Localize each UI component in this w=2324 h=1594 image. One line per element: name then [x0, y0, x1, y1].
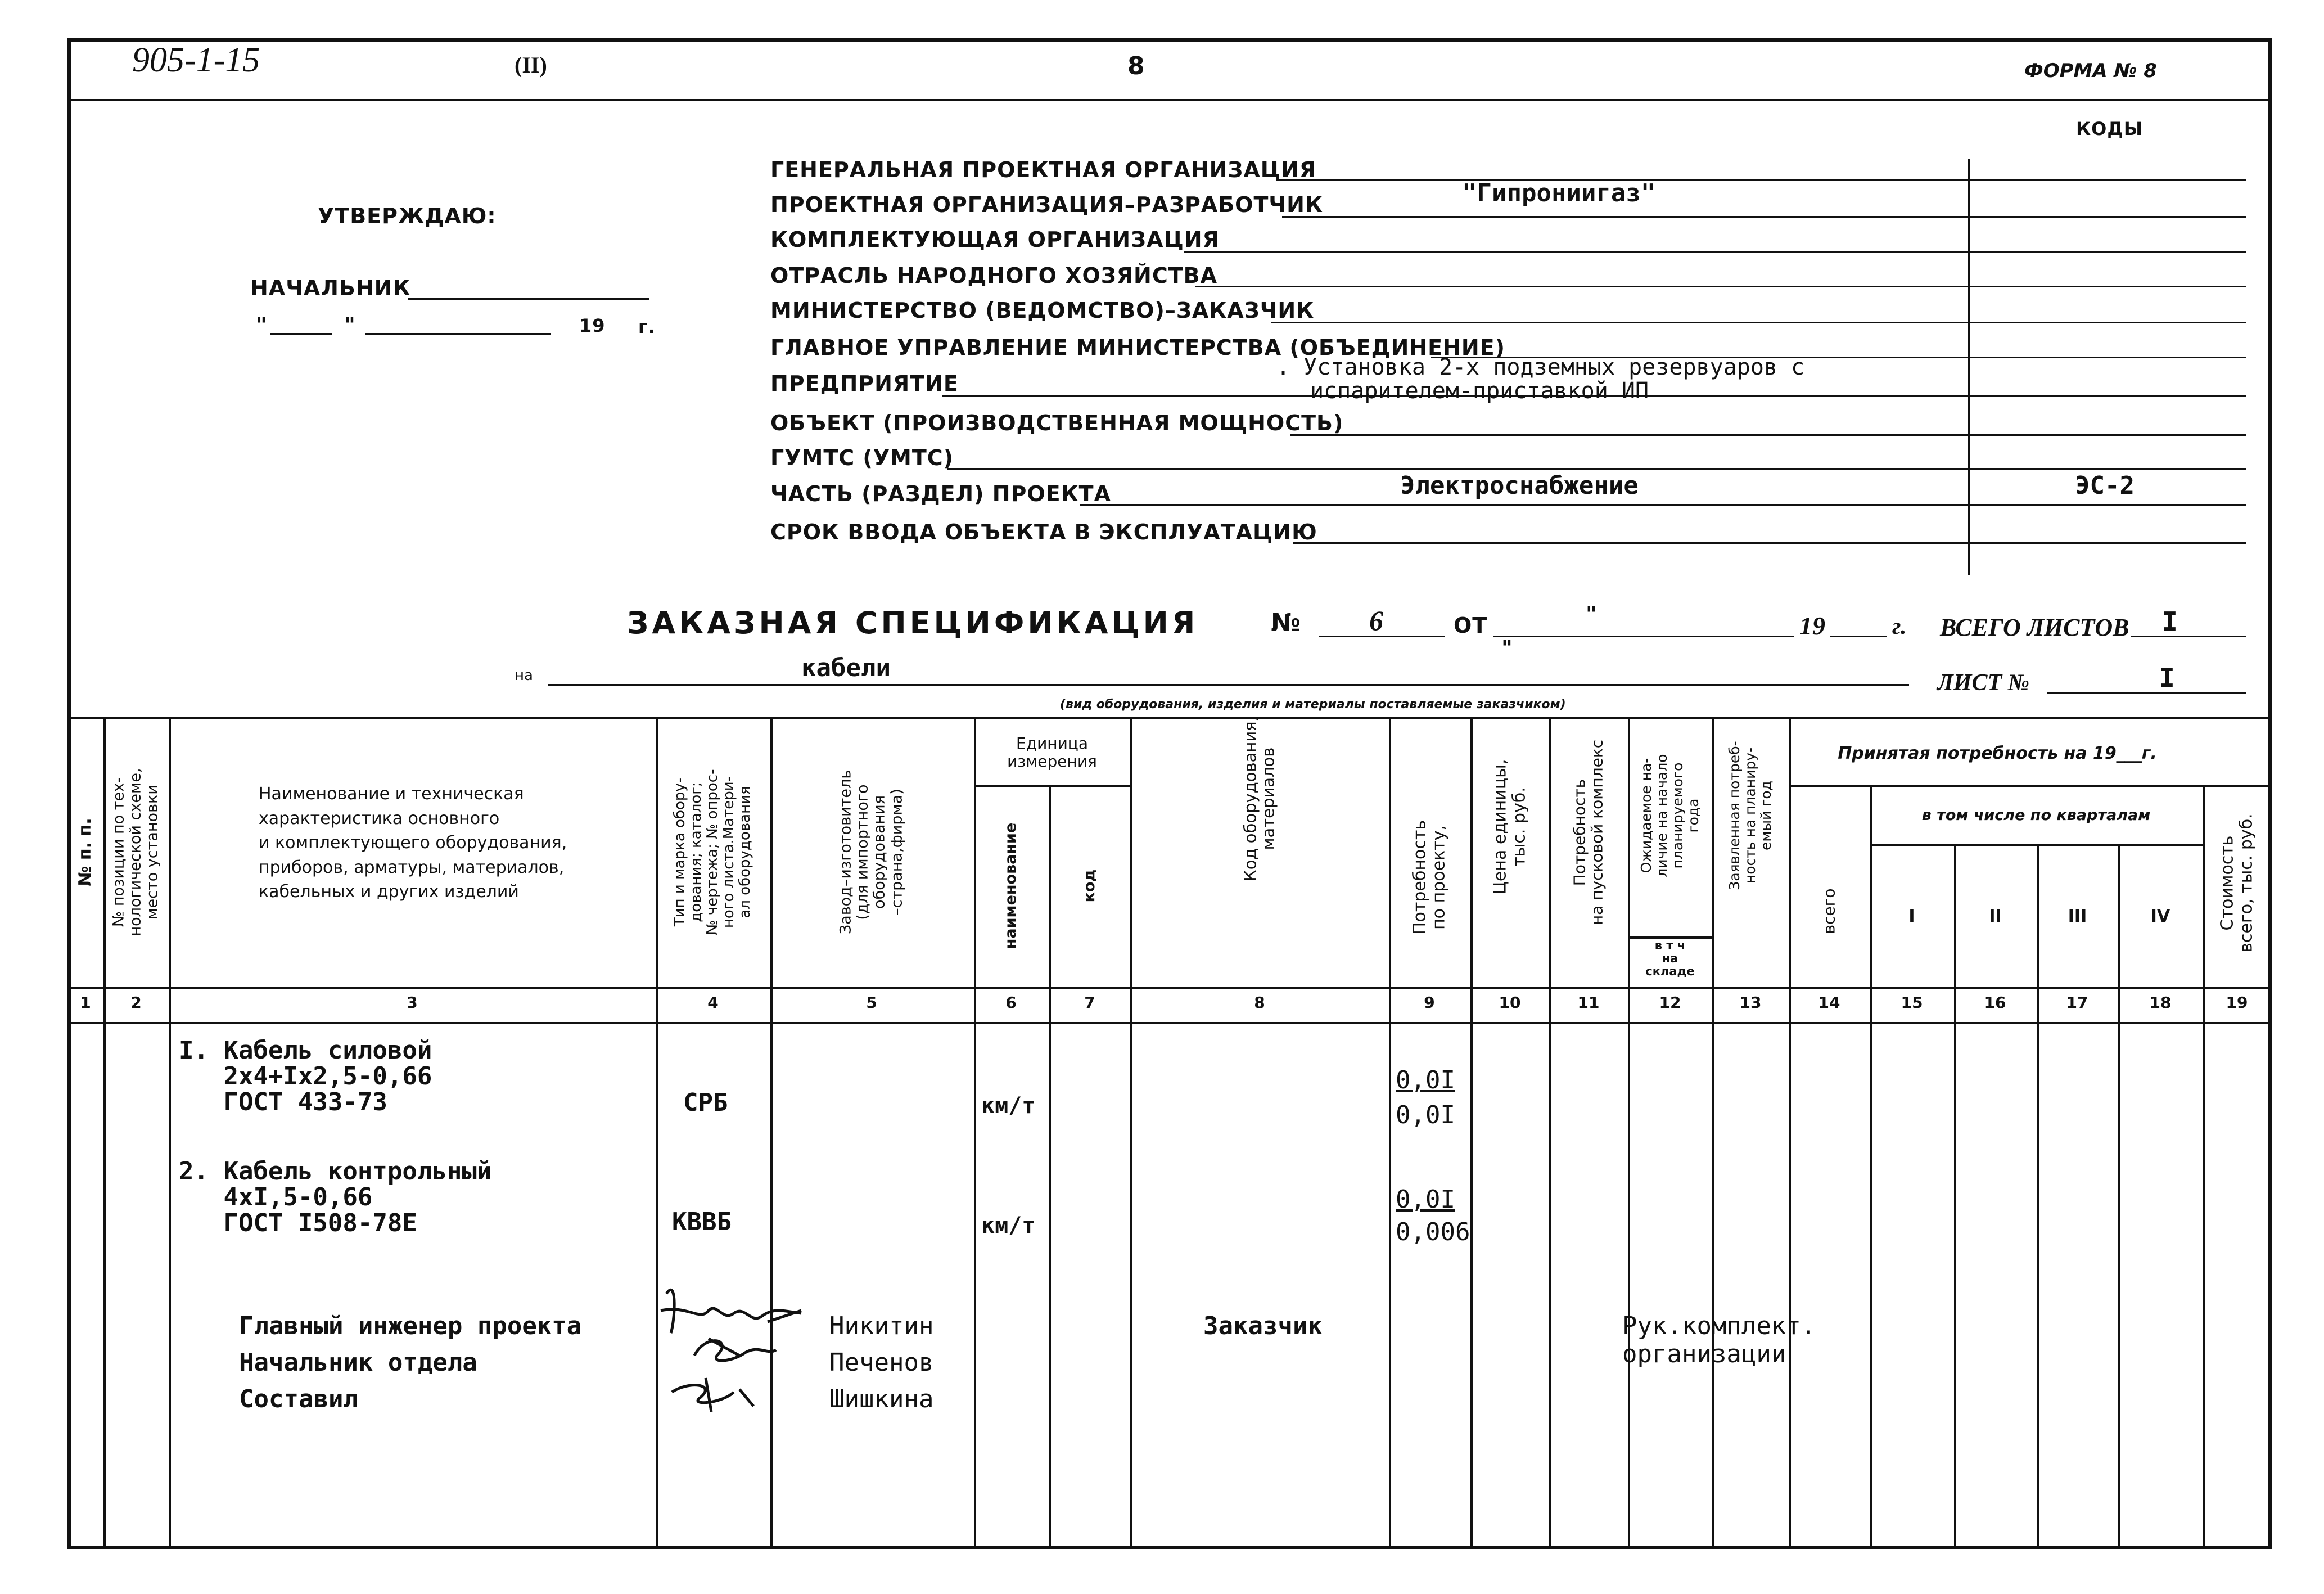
col-header-7: код [1080, 869, 1098, 903]
spec-sheets-line [2131, 636, 2246, 637]
date-g: г. [638, 316, 656, 337]
spec-on-line [548, 684, 1909, 686]
col-header-17: III [2068, 907, 2087, 926]
col-number-8: 8 [1254, 993, 1265, 1012]
col-divider-9 [1470, 717, 1473, 1548]
part-label: ЧАСТЬ (РАЗДЕЛ) ПРОЕКТА [770, 481, 1112, 506]
supply-org-label: КОМПЛЕКТУЮЩАЯ ОРГАНИЗАЦИЯ [770, 227, 1220, 252]
gumts-line [947, 468, 2246, 470]
col-divider-6 [1049, 785, 1051, 1548]
unit-header-line [974, 785, 1130, 787]
ministry-line [1271, 322, 2246, 323]
col-header-8: Код оборудования, материалов [1240, 716, 1278, 881]
col-divider-2 [169, 717, 171, 1548]
spec-from-label: ОТ [1454, 613, 1488, 638]
col-number-2: 2 [130, 993, 142, 1012]
dept-head-title: Начальник отдела [239, 1348, 477, 1377]
enterprise-label: ПРЕДПРИЯТИЕ [770, 371, 959, 396]
date-month-line [365, 333, 551, 335]
col-number-6: 6 [1005, 993, 1017, 1012]
supply-org-line [1184, 251, 2246, 253]
object-label: ОБЪЕКТ (ПРОИЗВОДСТВЕННАЯ МОЩНОСТЬ) [770, 411, 1344, 435]
compiled-title: Составил [239, 1385, 358, 1413]
col-number-5: 5 [866, 993, 877, 1012]
chief-signature-line [408, 298, 649, 300]
quarter-header-line [1870, 844, 2203, 846]
column-number-bottom-line [67, 1022, 2272, 1024]
col-divider-4 [770, 717, 773, 1548]
col-header-13: Заявленная потреб- ность на планиру- емый год [1726, 741, 1774, 890]
deadline-label: СРОК ВВОДА ОБЪЕКТА В ЭКСПЛУАТАЦИЮ [770, 520, 1317, 544]
deadline-line [1293, 542, 2246, 544]
col-number-14: 14 [1818, 993, 1840, 1012]
developer-label: ПРОЕКТНАЯ ОРГАНИЗАЦИЯ–РАЗРАБОТЧИК [770, 192, 1323, 217]
col-header-6: наименование [1001, 822, 1019, 949]
general-org-line [1279, 179, 2246, 181]
col-header-16: II [1989, 907, 2002, 926]
spec-date-line [1493, 636, 1794, 637]
spec-sheet-label: ЛИСТ № [1937, 670, 2030, 696]
spec-year-line [1830, 636, 1887, 637]
col-header-9: Потребность по проекту, [1410, 819, 1448, 935]
col-number-13: 13 [1739, 993, 1762, 1012]
general-org-label: ГЕНЕРАЛЬНАЯ ПРОЕКТНАЯ ОРГАНИЗАЦИЯ [770, 157, 1317, 182]
col-number-12: 12 [1659, 993, 1681, 1012]
col-header-14: всего [1820, 888, 1839, 934]
gumts-label: ГУМТС (УМТС) [770, 445, 954, 470]
col-number-19: 19 [2226, 993, 2248, 1012]
accepted-header-line [1789, 785, 2272, 787]
row-1-need-bottom: 0,0I [1396, 1101, 1455, 1129]
object-line [1290, 434, 2246, 436]
customer-label: Заказчик [1203, 1312, 1323, 1340]
col-divider-7 [1130, 717, 1132, 1548]
handwritten-signatures [655, 1271, 824, 1417]
supplier-label-1: Рук.комплект. [1622, 1312, 1816, 1340]
part-line [1080, 504, 2246, 506]
col-divider-14 [1870, 785, 1872, 1548]
spec-sheet-value: I [2159, 663, 2175, 693]
row-2-need-top: 0,0I [1396, 1185, 1455, 1214]
col-header-5: Завод–изготовитель (для импортного оборудования –страна,фирма) [837, 769, 906, 935]
date-day-line [270, 333, 332, 335]
industry-line [1195, 286, 2246, 287]
col-divider-5 [974, 717, 976, 1548]
approve-title: УТВЕРЖДАЮ: [318, 204, 497, 228]
form-number: ФОРМА № 8 [2024, 60, 2157, 82]
spec-quote-1: " [1586, 602, 1598, 627]
col-header-4: Тип и марка обору- дования; каталог; № чертежа; № опрос- ного листа.Матери- ал оборудования [671, 769, 754, 935]
col-divider-1 [103, 717, 106, 1548]
col-header-1: № п. п. [75, 818, 96, 886]
document-number: 905-1-15 [132, 41, 260, 79]
col-number-3: 3 [407, 993, 418, 1012]
part-code: ЭС-2 [2075, 471, 2135, 500]
chief-engineer-name: Никитин [829, 1312, 934, 1340]
developer-line [1282, 216, 2246, 218]
col-number-18: 18 [2149, 993, 2172, 1012]
row-1-unit: км/т [981, 1093, 1036, 1119]
header-divider [67, 99, 2272, 101]
col-number-1: 1 [80, 993, 91, 1012]
col-header-19: Стоимость всего, тыс. руб. [2217, 813, 2256, 953]
col-divider-13 [1789, 717, 1791, 1548]
main-admin-label: ГЛАВНОЕ УПРАВЛЕНИЕ МИНИСТЕРСТВА (ОБЪЕДИНЕНИЕ) [770, 335, 1505, 360]
col-divider-10 [1549, 717, 1551, 1548]
part-value: Электроснабжение [1400, 471, 1639, 500]
row-2-unit: км/т [981, 1213, 1036, 1239]
table-top-line [67, 717, 2272, 719]
page-number: 8 [1127, 52, 1145, 80]
col-header-15: I [1908, 907, 1915, 926]
industry-label: ОТРАСЛЬ НАРОДНОГО ХОЗЯЙСТВА [770, 263, 1218, 288]
spec-g-label: г. [1892, 614, 1907, 640]
col-number-7: 7 [1084, 993, 1095, 1012]
col-divider-16 [2037, 844, 2039, 1548]
spec-kind-note: (вид оборудования, изделия и материалы поставляемые заказчиком) [1060, 697, 1566, 712]
date-year: 19 [579, 315, 606, 336]
spec-no-label: № [1271, 609, 1301, 637]
spec-no-value: 6 [1369, 605, 1383, 636]
spec-quote-2: " [1501, 636, 1513, 660]
codes-divider [1968, 159, 1970, 575]
col-divider-8 [1389, 717, 1391, 1548]
row-1-type: СРБ [683, 1088, 728, 1117]
enterprise-value-1: . Установка 2-х подземных резервуаров с [1276, 354, 1805, 380]
spec-on-value: кабели [801, 654, 891, 682]
col-divider-3 [656, 717, 658, 1548]
col-header-3: Наименование и техническая характеристика основного и комплектующего оборудования, приборов, арматуры, материалов, кабельных и других изделий [259, 784, 567, 902]
spec-year-label: 19 [1799, 611, 1825, 640]
col-number-15: 15 [1901, 993, 1923, 1012]
col-number-11: 11 [1577, 993, 1600, 1012]
col-header-18: IV [2150, 907, 2170, 926]
col-divider-11 [1628, 717, 1630, 1548]
col-header-11: Потребность на пусковой комплекс [1570, 739, 1607, 926]
row-2-type: КВВБ [672, 1208, 732, 1236]
enterprise-value-2: испарителем-приставкой ИП [1310, 378, 1649, 404]
date-close-quote: " [344, 313, 356, 337]
col-divider-18 [2203, 785, 2205, 1548]
col-header-2: № позиции по тех- нологической схеме, место установки [110, 768, 162, 936]
spec-sheets-value: I [2162, 606, 2178, 637]
col-divider-15 [1954, 844, 1956, 1548]
ministry-label: МИНИСТЕРСТВО (ВЕДОМСТВО)–ЗАКАЗЧИК [770, 298, 1315, 323]
row-2-need-bottom: 0,006 [1396, 1218, 1470, 1246]
col-header-12-sub: в т ч на складе [1645, 939, 1695, 979]
column-number-top-line [67, 987, 2272, 989]
codes-label: КОДЫ [2076, 118, 2144, 139]
row-1-name: I. Кабель силовой 2х4+Iх2,5-0,66 ГОСТ 433-73 [179, 1036, 432, 1117]
col-number-9: 9 [1424, 993, 1435, 1012]
compiled-name: Шишкина [829, 1385, 934, 1413]
accepted-header: Принятая потребность на 19___г. [1838, 744, 2157, 763]
col-number-4: 4 [707, 993, 719, 1012]
spec-sheet-line [2047, 692, 2246, 694]
supplier-label-2: организации [1622, 1340, 1786, 1368]
developer-value: "Гипрониигаз" [1462, 179, 1656, 208]
spec-title: ЗАКАЗНАЯ СПЕЦИФИКАЦИЯ [627, 605, 1199, 641]
row-2-name: 2. Кабель контрольный 4хI,5-0,66 ГОСТ I508-78Е [179, 1157, 492, 1238]
col-number-17: 17 [2066, 993, 2088, 1012]
chief-label: НАЧАЛЬНИК [250, 276, 411, 300]
col-divider-12 [1712, 717, 1714, 1548]
unit-header: Единица измерения [1007, 734, 1097, 771]
spec-sheets-label: ВСЕГО ЛИСТОВ [1940, 614, 2129, 641]
dept-head-name: Печенов [829, 1348, 934, 1377]
col-number-16: 16 [1984, 993, 2006, 1012]
album-number: (II) [515, 52, 547, 78]
spec-on-label: на [515, 667, 533, 684]
quarters-header: в том числе по кварталам [1921, 807, 2151, 824]
col-number-10: 10 [1499, 993, 1521, 1012]
col-header-12: Ожидаемое на- личие на начало планируемого года [1638, 754, 1702, 877]
chief-engineer-title: Главный инженер проекта [239, 1312, 582, 1340]
date-open-quote: " [256, 313, 268, 337]
col-divider-17 [2118, 844, 2120, 1548]
row-1-need-top: 0,0I [1396, 1066, 1455, 1095]
col-header-10: Цена единицы, тыс. руб. [1490, 759, 1529, 895]
